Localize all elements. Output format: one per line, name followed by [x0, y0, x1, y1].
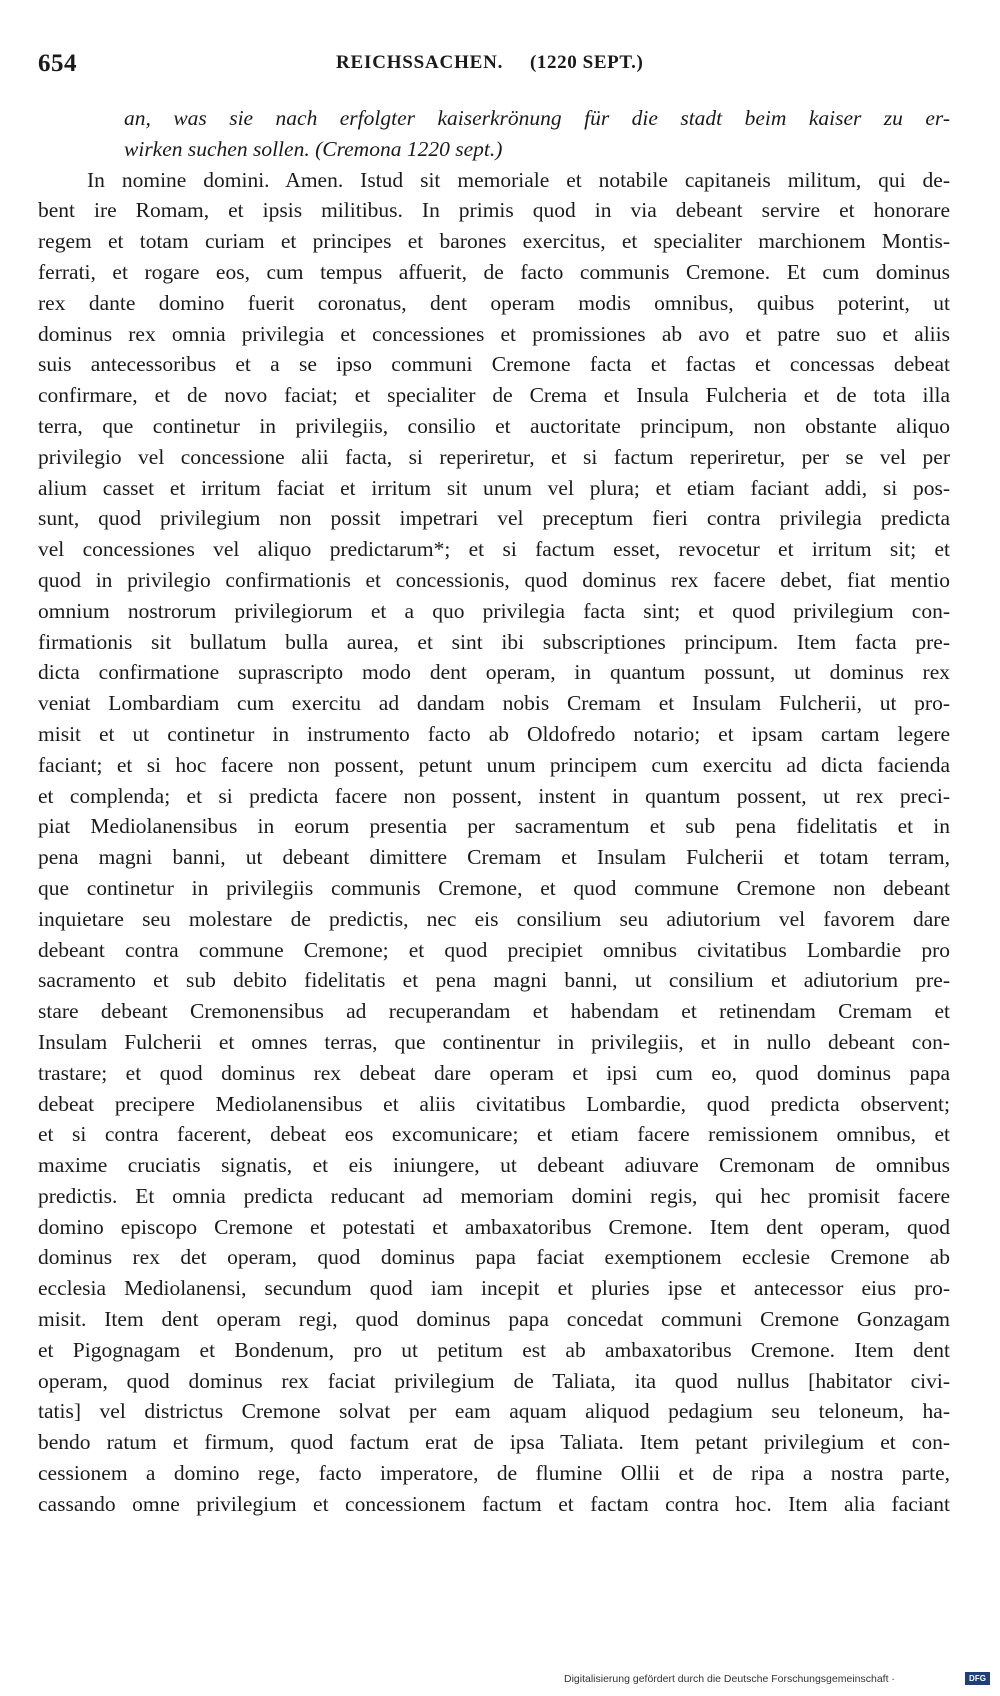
text-line: veniat Lombardiam cum exercitu ad dandam nobis Cremam et Insulam Fulcherii, ut pro-: [38, 691, 950, 716]
text-line: vel concessiones vel aliquo predictarum*; et si factum esset, revocetur et irritum sit; et: [38, 537, 950, 562]
text-line: domino episcopo Cremone et potestati et ambaxatoribus Cremone. Item dent operam, quod: [38, 1214, 950, 1239]
text-line: misit et ut continetur in instrumento facto ab Oldofredo notario; et ipsam cartam legere: [38, 721, 950, 746]
digitization-credit: [564, 1670, 994, 1690]
text-line: predictis. Et omnia predicta reducant ad memoriam domini regis, qui hec promisit facere: [38, 1183, 950, 1208]
text-line: maxime cruciatis signatis, et eis iniungere, ut debeant adiuvare Cremonam de omnibus: [38, 1153, 950, 1178]
text-line: Insulam Fulcherii et omnes terras, que continentur in privilegiis, et in nullo debeant con-: [38, 1029, 950, 1054]
heading-line: wirken suchen sollen. (Cremona 1220 sept.): [124, 136, 503, 161]
text-line: debeant contra commune Cremone; et quod precipiet omnibus civitatibus Lombardie pro: [38, 937, 950, 962]
page-number: 654: [38, 50, 77, 77]
text-line: dominus rex omnia privilegia et concessiones et promissiones ab avo et patre suo et aliis: [38, 321, 950, 346]
text-line: regem et totam curiam et principes et barones exercitus, et specialiter marchionem Montis-: [38, 229, 950, 254]
text-line: firmationis sit bullatum bulla aurea, et sint ibi subscriptiones principum. Item facta pre-: [38, 629, 950, 654]
text-line: alium casset et irritum faciat et irritum sit unum vel plura; et etiam faciant addi, si pos-: [38, 475, 950, 500]
text-line: ecclesia Mediolanensi, secundum quod iam incepit et pluries ipse et antecessor eius pro-: [38, 1276, 950, 1301]
text-line: bendo ratum et firmum, quod factum erat de ipsa Taliata. Item petant privilegium et con-: [38, 1430, 950, 1455]
text-line: dominus rex det operam, quod dominus papa faciat exemptionem ecclesie Cremone ab: [38, 1245, 950, 1270]
text-line: ferrati, et rogare eos, cum tempus affuerit, de facto communis Cremone. Et cum dominus: [38, 259, 950, 284]
running-header: [38, 50, 658, 86]
text-line: terra, que continetur in privilegiis, consilio et auctoritate principum, non obstante aliquo: [38, 413, 950, 438]
text-line: debeat precipere Mediolanensibus et aliis civitatibus Lombardie, quod predicta observent;: [38, 1091, 950, 1116]
text-line: In nomine domini. Amen. Istud sit memoriale et notabile capitaneis militum, qui de-: [87, 167, 950, 192]
text-line: et si contra facerent, debeat eos excomunicare; et etiam facere remissionem omnibus, et: [38, 1122, 950, 1147]
text-line: dicta confirmatione suprascripto modo dent operam, in quantum possunt, ut dominus rex: [38, 660, 950, 685]
text-line: et complenda; et si predicta facere non possent, instent in quantum possent, ut rex preci-: [38, 783, 950, 808]
text-line: operam, quod dominus rex faciat privilegium de Taliata, ita quod nullus [habitator civi-: [38, 1368, 950, 1393]
credit-text: Digitalisierung gefördert durch die Deutsche Forschungsgemeinschaft ·: [564, 1673, 895, 1685]
text-line: bent ire Romam, et ipsis militibus. In primis quod in via debeant servire et honorare: [38, 198, 950, 223]
body-text: [38, 103, 950, 1550]
text-line: sacramento et sub debito fidelitatis et pena magni banni, ut consilium et adiutorium pre-: [38, 968, 950, 993]
text-line: suis antecessoribus et a se ipso communi Cremone facta et factas et concessas debeat: [38, 352, 950, 377]
text-line: misit. Item dent operam regi, quod dominus papa concedat communi Cremone Gonzagam: [38, 1307, 950, 1332]
text-line: rex dante domino fuerit coronatus, dent operam modis omnibus, quibus poterint, ut: [38, 290, 950, 315]
text-line: privilegio vel concessione alii facta, si reperiretur, et si factum reperiretur, per se vel per: [38, 444, 950, 469]
text-line: pena magni banni, ut debeant dimittere Cremam et Insulam Fulcherii et totam terram,: [38, 845, 950, 870]
dfg-logo: DFG: [965, 1672, 990, 1685]
text-line: confirmare, et de novo faciat; et specialiter de Crema et Insula Fulcheria et de tota illa: [38, 383, 950, 408]
text-line: omnium nostrorum privilegiorum et a quo privilegia facta sint; et quod privilegium con-: [38, 598, 950, 623]
text-line: que continetur in privilegiis communis Cremone, et quod commune Cremone non debeant: [38, 875, 950, 900]
text-line: inquietare seu molestare de predictis, nec eis consilium seu adiutorium vel favorem dare: [38, 906, 950, 931]
text-line: et Pigognagam et Bondenum, pro ut petitum est ab ambaxatoribus Cremone. Item dent: [38, 1337, 950, 1362]
text-line: faciant; et si hoc facere non possent, petunt unum principem cum exercitu ad dicta facienda: [38, 752, 950, 777]
text-line: cessionem a domino rege, facto imperatore, de flumine Ollii et de ripa a nostra parte,: [38, 1461, 950, 1486]
text-line: stare debeant Cremonensibus ad recuperandam et habendam et retinendam Cremam et: [38, 999, 950, 1024]
text-line: piat Mediolanensibus in eorum presentia per sacramentum et sub pena fidelitatis et in: [38, 814, 950, 839]
running-date: (1220 SEPT.): [530, 52, 644, 73]
heading-line: an, was sie nach erfolgter kaiserkrönung für die stadt beim kaiser zu er-: [124, 106, 950, 130]
text-line: tatis] vel districtus Cremone solvat per eam aquam aliquod pedagium seu teloneum, ha-: [38, 1399, 950, 1424]
text-line: trastare; et quod dominus rex debeat dare operam et ipsi cum eo, quod dominus papa: [38, 1060, 950, 1085]
text-line: sunt, quod privilegium non possit impetrari vel preceptum fieri contra privilegia predicta: [38, 506, 950, 531]
text-line: cassando omne privilegium et concessionem factum et factam contra hoc. Item alia faciant: [38, 1491, 950, 1516]
text-line: [38, 1520, 950, 1551]
running-title: REICHSSACHEN.: [336, 52, 504, 73]
text-line: quod in privilegio confirmationis et concessionis, quod dominus rex facere debet, fiat mentio: [38, 567, 950, 592]
